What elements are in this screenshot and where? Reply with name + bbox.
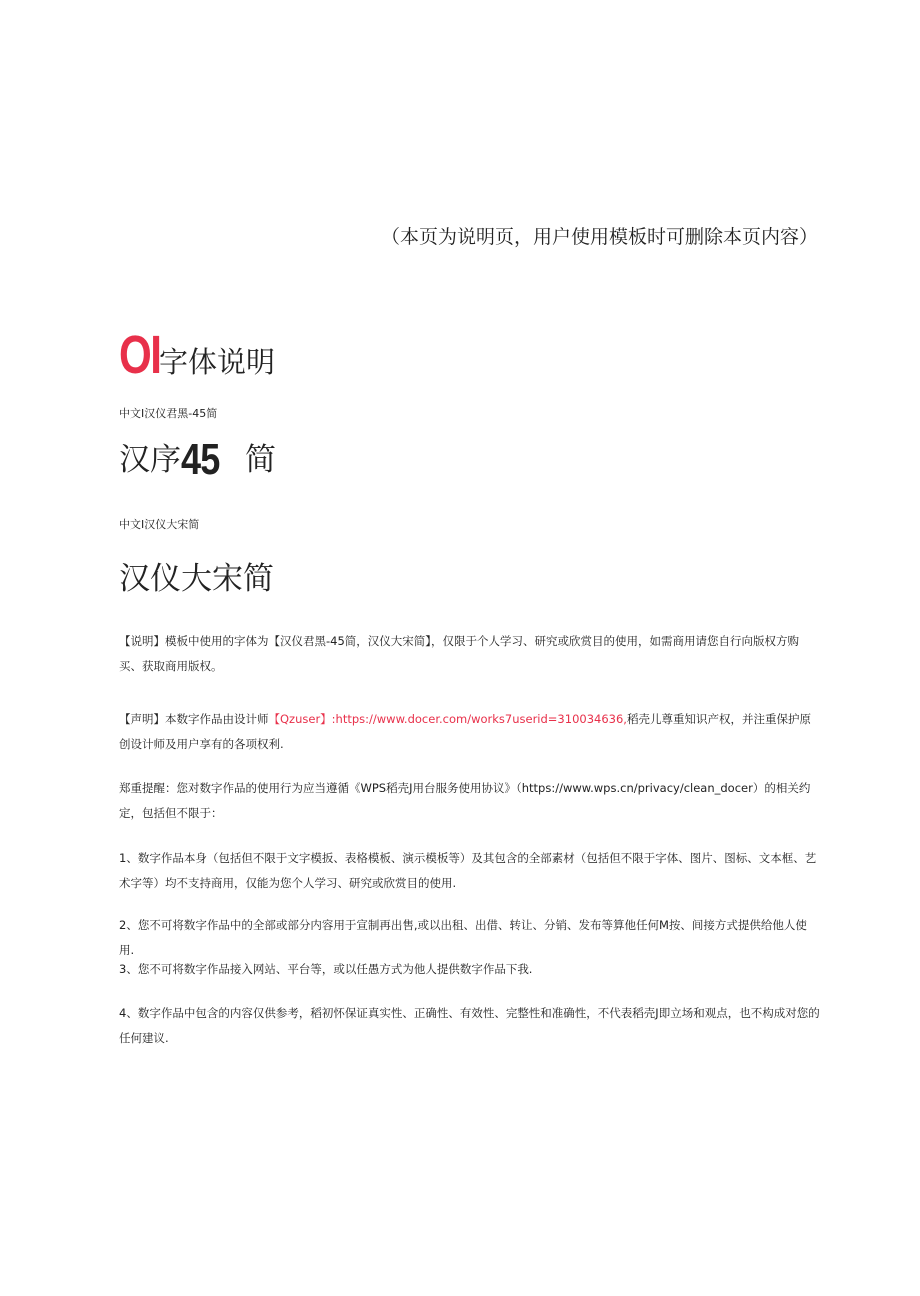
font1-sample [119, 435, 276, 484]
list-item: 1、数字作品本身（包括但不限于文字模扳、表格模板、演示模板等）及其包含的全部素材（包括但不限于字体、图片、图标、文本框、艺术字等）均不支持商用，仅能为您个人学习、研究或欣赏目的使用. [119, 851, 817, 890]
font2-sample: 汉仪大宋简 [119, 561, 274, 597]
font1-sample-text-a: 汉序 [119, 442, 181, 478]
font1-sample-number: 45 [181, 435, 220, 484]
section-heading [119, 325, 276, 385]
designer-name: 【Qzuser】 [268, 712, 332, 726]
list-item: 4、数字作品中包含的内容仅供参考，稻初怀保证真实性、正确性、有效性、完整性和准确性，不代表稻壳J即立场和观点，也不构成对您的任何建议. [119, 1006, 820, 1045]
statement-prefix: 【声明】本数字作品由设计师 [119, 712, 269, 726]
explain-paragraph: 【说明】模板中使用的字体为【汉仪君黑-45简，汉仪大宋简】，仅限于个人学习、研究或欣赏目的使用，如需商用请您自行向版权方购买、获取商用版权。 [119, 634, 800, 673]
font1-sample-text-b: 简 [245, 442, 276, 478]
list-item: 2、您不可将数字作品中的全部或部分内容用于宣制再出售,或以出租、出借、转让、分销、发布等算他任何M按、间接方式提供给他人使用. [119, 918, 807, 957]
statement-paragraph [119, 707, 819, 757]
reminder-paragraph: 郑重提醒：您对数字作品的使用行为应当遵循《WPS稻壳J用台服务使用协议》（https://www.wps.cn/privacy/clean_docer）的相关约定，包括但不限于： [119, 781, 811, 820]
statement-suffix: 稻壳儿尊重知识产权，并注重保护原创设计师及用户享有的各项权利. [119, 712, 811, 751]
font2-label: 中文I汉仪大宋简 [119, 518, 200, 531]
font1-label: 中文I汉仪君黑-45简 [119, 407, 218, 420]
section-number: OI [119, 325, 161, 385]
page-note: （本页为说明页，用户使用模板时可删除本页内容） [381, 226, 819, 248]
designer-link[interactable]: :https://www.docer.com/works7userid=310034636, [331, 712, 627, 726]
section-title: 字体说明 [159, 345, 276, 379]
list-item: 3、您不可将数字作品接入网站、平台等，或以任愚方式为他人提供数字作品下我. [119, 962, 533, 976]
